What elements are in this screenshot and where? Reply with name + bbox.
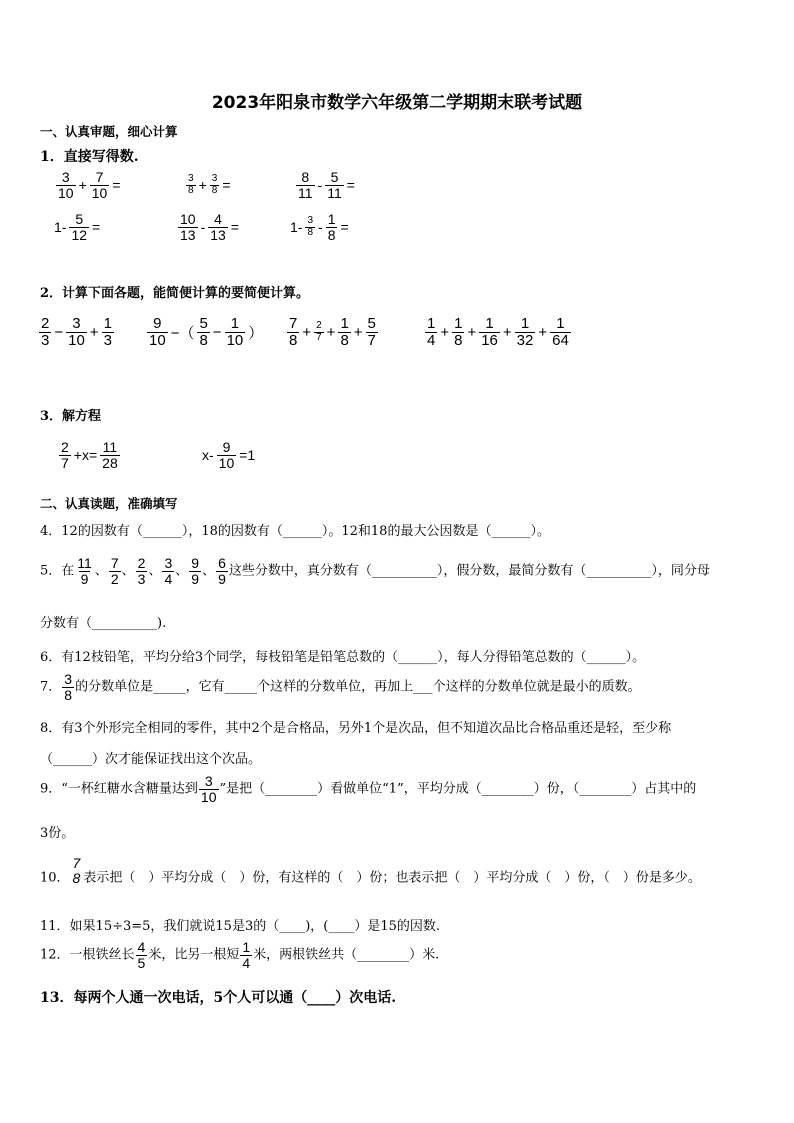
section-heading-1: 一、认真审题，细心计算 <box>40 124 178 139</box>
question-5-line-2: 分数有（__________). <box>40 616 167 631</box>
question-9: 9．“一杯红糖水含糖量达到 $\frac{3}{10}$ ”是把（________）看做单位“1”，平均分成（________）份，（________）占其中的 <box>40 773 697 805</box>
q1-expression-3: $\frac{8}{11}$ - $\frac{5}{11}$ = <box>298 169 355 201</box>
question-2-heading: 2．计算下面各题，能简便计算的要简便计算。 <box>40 286 310 301</box>
q1-expression-2: $\frac{3}{8}$ + $\frac{3}{8}$ = <box>188 173 231 196</box>
question-6: 6．有12枝铅笔，平均分给3个同学，每枝铅笔是铅笔总数的（______），每人分得铅笔总数的（______）。 <box>40 650 646 665</box>
q2-expression-1: $\frac{2}{3}$ − $\frac{3}{10}$ + $\frac{1}{3}$ <box>41 315 112 349</box>
question-4: 4．12的因数有（______），18的因数有（______）。12和18的最大公因数是（______）。 <box>40 524 550 539</box>
question-13: 13．每两个人通一次电话，5个人可以通（____）次电话. <box>40 990 397 1006</box>
q2-expression-3: $\frac{7}{8}$ + $\frac{2}{7}$ + $\frac{1}{8}$ + $\frac{5}{7}$ <box>289 315 376 349</box>
q1-expression-5: $\frac{10}{13}$ - $\frac{4}{13}$ = <box>180 211 240 243</box>
question-10: 10． 7 8 表示把（ ）平均分成（ ）份，有这样的（ ）份；也表示把（ ）平均分成（ ）份，（ ）份是多少。 <box>40 855 701 886</box>
q3-equation-1: $\frac{2}{7}$ +x= $\frac{11}{28}$ <box>61 439 118 471</box>
question-11: 11．如果15÷3=5，我们就说15是3的（____)，(____）是15的因数. <box>40 919 441 934</box>
q2-expression-2: $\frac{9}{10}$ −（ $\frac{5}{8}$ − $\frac{1}{10}$ ） <box>149 315 264 349</box>
q1-expression-1: $\frac{3}{10}$ + $\frac{7}{10}$ = <box>58 169 121 201</box>
q1-expression-4: 1- $\frac{5}{12}$ = <box>54 211 101 243</box>
question-9-line-2: 3份。 <box>40 826 75 841</box>
question-12: 12．一根铁丝长 $\frac{4}{5}$ 米，比另一根短 $\frac{1}{4}$ 米，两根铁丝共（________）米. <box>40 939 440 971</box>
question-7: 7． $\frac{3}{8}$ 的分数单位是_____，它有_____个这样的分数单位，再加上___个这样的分数单位就是最小的质数。 <box>40 671 641 703</box>
question-8-line-2: （______）次才能保证找出这个次品。 <box>40 752 262 767</box>
q1-expression-6: 1- $\frac{3}{8}$ - $\frac{1}{8}$ = <box>290 211 349 243</box>
page-title: 2023年阳泉市数学六年级第二学期期末联考试题 <box>211 93 583 113</box>
question-3-heading: 3．解方程 <box>40 409 102 424</box>
section-heading-2: 二、认真读题，准确填写 <box>40 496 178 511</box>
question-8-line-1: 8．有3个外形完全相同的零件，其中2个是合格品，另外1个是次品，但不知道次品比合格品重还是轻，至少称 <box>40 721 672 736</box>
question-1-heading: 1．直接写得数. <box>40 149 139 165</box>
q3-equation-2: x- $\frac{9}{10}$ =1 <box>202 439 256 471</box>
question-5: 5．在 $\frac{11}{9}$ 、 $\frac{7}{2}$ 、 $\frac{2}{3}$ 、 $\frac{3}{4}$ 、 $\frac{9}{9}$ 、 $\frac{6}{9}$ 这些分数中，真分数有（__________），假分数，最简分数有（__________），同分母 <box>40 555 710 587</box>
q2-expression-4: $\frac{1}{4}$ + $\frac{1}{8}$ + $\frac{1}{16}$ + $\frac{1}{32}$ + $\frac{1}{64}$ <box>427 315 569 349</box>
